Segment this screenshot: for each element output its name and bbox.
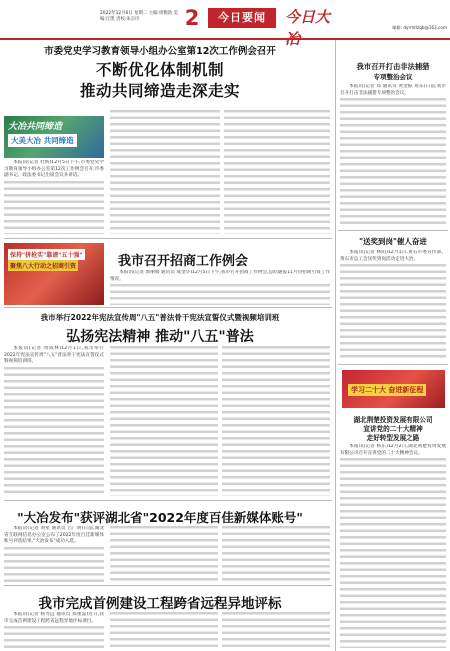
- banner-text: 学习二十大 奋进新征程: [348, 384, 426, 396]
- article-1-body: [110, 110, 220, 234]
- article-3-headline: 弘扬宪法精神 推动"八五"普法: [66, 329, 254, 345]
- body-text-lines: [4, 547, 104, 583]
- right-article-3-title: 湖北荆楚投资发展有限公司: [353, 416, 433, 424]
- section-divider: [4, 500, 332, 501]
- article-2-headline: 我市召开招商工作例会: [118, 254, 249, 269]
- article-3-body: [4, 346, 104, 496]
- article-1-photo: [4, 116, 104, 158]
- photo-tag: 大美大冶 共同缔造: [8, 134, 77, 147]
- article-1-kicker: 市委党史学习教育领导小组办公室第12次工作例会召开: [44, 46, 276, 57]
- editor-email: 邮箱: dyrmtlzqb@163.com: [392, 25, 447, 30]
- article-4-body: [4, 526, 104, 582]
- right-article-2-title: "送奖到岗"催人奋进: [359, 237, 427, 246]
- body-text-lines: [110, 346, 218, 496]
- body-text-lines: [222, 612, 330, 649]
- article-5-body: [4, 612, 104, 649]
- right-article-1-title: 专项整治会议: [373, 73, 413, 81]
- section-divider: [338, 230, 448, 231]
- body-text-lines: [110, 612, 218, 649]
- right-article-3-banner: [342, 370, 445, 408]
- article-4-body: [222, 526, 330, 582]
- article-5-body: [222, 612, 330, 649]
- body-text-lines: [4, 626, 104, 649]
- article-2-lead: 本报讯(记者 郭丽娟 通讯员 成金华)12月5日下午,我市召开招商工作例会,总结通报11月份招商引资工作情况。: [110, 270, 330, 282]
- right-article-3-lead: 本报讯(记者 杨东)12月2日,湖北荆楚投资发展有限公司召开宣讲党的二十大精神会议。: [340, 444, 446, 456]
- article-4-headline: "大冶发布"获评湖北省"2022年度百佳新媒体账号": [17, 510, 303, 525]
- article-3-kicker: 我市举行2022年宪法宣传周"八五"普法骨干宪法宣誓仪式暨视频培训班: [40, 313, 280, 322]
- section-title: 今日要闻: [208, 8, 276, 28]
- photo-badge: 保持"拼抢实"靠谱"五十强": [8, 249, 85, 260]
- masthead: [0, 0, 450, 48]
- article-1-headline: 推动共同缔造走深走实: [79, 82, 240, 100]
- article-5-headline: 我市完成首例建设工程跨省远程异地评标: [38, 596, 282, 612]
- article-5-lead: 本报讯(记者 杨寿远 通讯员 郑重蕊)近日,我市完成首例建设工程跨省远程异地评标项目。: [4, 612, 104, 624]
- article-4-lead: 本报讯(记者 刘星 通讯员 吕广明)日前,湖北省互联网信息办公室公布了2022年度百佳新媒体账号评选结果,"大冶发布"成功入选。: [4, 526, 104, 544]
- body-text-lines: [4, 181, 104, 235]
- article-3-body: [222, 346, 330, 496]
- section-divider: [338, 364, 448, 365]
- right-article-1-title: 我市召开打击非法捕猎: [356, 62, 430, 71]
- photo-caption: 大冶共同缔造: [8, 122, 63, 132]
- article-3-lead: 本报讯(记者 黄成林)12月1日,我市举行2022年宪法宣传周"八五"普法骨干宪法宣誓仪式暨视频培训班。: [4, 346, 104, 364]
- body-text-lines: [340, 264, 446, 360]
- body-text-lines: [224, 110, 330, 234]
- body-text-lines: [340, 98, 446, 226]
- body-text-lines: [222, 346, 330, 496]
- body-text-lines: [222, 526, 330, 582]
- section-divider: [4, 585, 332, 586]
- right-article-3-title: 宣讲党的二十大精神: [363, 425, 423, 433]
- right-article-3-title: 走好转型发展之路: [366, 434, 420, 442]
- article-2-photo: [4, 243, 104, 305]
- body-text-lines: [4, 367, 104, 497]
- right-article-2-body: [340, 250, 446, 360]
- issue-info: 2022年12月6日 星期二 主编:周衡劭 美编:汪凯 责校:朱宗序: [100, 11, 178, 22]
- right-article-1-body: [340, 84, 446, 226]
- right-article-3-body: [340, 444, 446, 648]
- right-article-2-lead: 本报讯(记者 林阳)12月1日,黄石市委宣传部、黄石市总工会送奖到岗活动走进大冶。: [340, 250, 446, 262]
- article-1-body: [4, 160, 104, 234]
- right-article-1-lead: 本报讯(记者 郑 通讯员 黄金振 易东)日前,我市召开打击非法捕猎专项整治会议。: [340, 84, 446, 96]
- body-text-lines: [110, 284, 330, 305]
- section-divider: [4, 238, 332, 239]
- article-5-body: [110, 612, 218, 649]
- article-1-headline: 不断优化体制机制: [95, 61, 224, 79]
- body-text-lines: [340, 458, 446, 648]
- photo-badge: 聚焦八大行动之招商引资: [8, 260, 78, 271]
- page-number: 2: [184, 6, 200, 30]
- article-3-body: [110, 346, 218, 496]
- article-1-body: [224, 110, 330, 234]
- article-1-lead: 本报讯(记者 杜辉)12月5日下午,市委党史学习教育领导小组办公室第12次工作例会召开,市委副书记、政法委书记出席会议并讲话。: [4, 160, 104, 178]
- newspaper-logo: 今日大冶: [285, 8, 331, 48]
- article-2-body: [110, 270, 330, 305]
- article-4-body: [110, 526, 218, 582]
- section-divider: [4, 307, 332, 308]
- column-divider: [335, 40, 336, 651]
- body-text-lines: [110, 110, 220, 234]
- body-text-lines: [110, 526, 218, 582]
